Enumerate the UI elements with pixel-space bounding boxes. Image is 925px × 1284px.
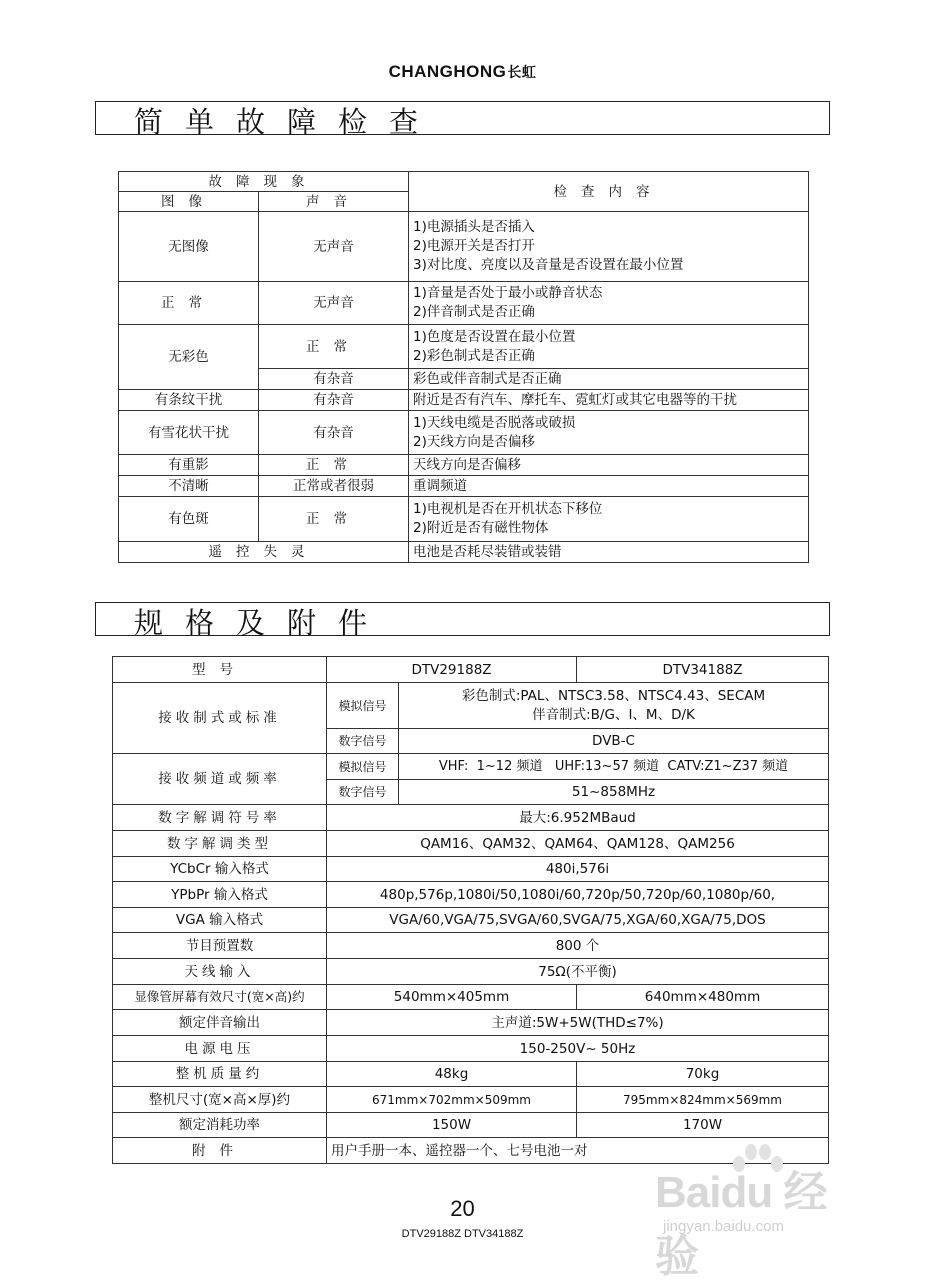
brand-logo bbox=[0, 62, 925, 82]
cell-check bbox=[409, 282, 809, 325]
spec-label: 电源电压 bbox=[113, 1036, 327, 1062]
table-row bbox=[113, 657, 829, 683]
cell-sound: 正常 bbox=[259, 497, 409, 542]
check-line: 1)天线电缆是否脱落或破损 bbox=[413, 414, 576, 431]
spec-value: 800 个 bbox=[327, 933, 829, 959]
model-2: DTV34188Z bbox=[577, 657, 829, 683]
troubleshooting-heading bbox=[95, 101, 830, 139]
cell-sound: 正常或者很弱 bbox=[259, 476, 409, 497]
table-row bbox=[113, 683, 829, 729]
cell-check: 天线方向是否偏移 bbox=[409, 455, 809, 476]
spec-value: QAM16、QAM32、QAM64、QAM128、QAM256 bbox=[327, 831, 829, 857]
cell-check: 电池是否耗尽装错或装错 bbox=[409, 542, 809, 563]
spec-value: 150-250V~ 50Hz bbox=[327, 1036, 829, 1062]
footer-models: DTV29188Z DTV34188Z bbox=[401, 1228, 524, 1240]
spec-value: 75Ω(不平衡) bbox=[327, 959, 829, 985]
spec-label: 额定伴音输出 bbox=[113, 1010, 327, 1036]
spec-label: YPbPr 输入格式 bbox=[113, 882, 327, 908]
cell-check: 附近是否有汽车、摩托车、霓虹灯或其它电器等的干扰 bbox=[409, 390, 809, 411]
spec-value-2: 170W bbox=[577, 1113, 829, 1138]
table-row bbox=[119, 325, 809, 369]
table-header-row bbox=[119, 172, 809, 192]
cell-check: 彩色或伴音制式是否正确 bbox=[409, 369, 809, 390]
check-line: 3)对比度、亮度以及音量是否设置在最小位置 bbox=[413, 257, 684, 273]
spec-value-2: 70kg bbox=[577, 1062, 829, 1087]
table-row bbox=[119, 497, 809, 542]
spec-value-1: 150W bbox=[327, 1113, 577, 1138]
header-image: 图像 bbox=[119, 192, 259, 212]
spec-value-1: 48kg bbox=[327, 1062, 577, 1087]
spec-value: VHF: 1~12 频道 UHF:13~57 频道 CATV:Z1~Z37 频道 bbox=[399, 754, 829, 780]
spec-value-1: 540mm×405mm bbox=[327, 985, 577, 1010]
spec-value: 用户手册一本、遥控器一个、七号电池一对 bbox=[327, 1138, 829, 1164]
spec-value: 480i,576i bbox=[327, 857, 829, 882]
table-row bbox=[113, 933, 829, 959]
troubleshooting-title: 简单故障检查 bbox=[134, 105, 441, 139]
table-row bbox=[119, 542, 809, 563]
table-row bbox=[113, 985, 829, 1010]
cell-image: 正常 bbox=[119, 282, 259, 325]
spec-value-2: 795mm×824mm×569mm bbox=[577, 1087, 829, 1113]
spec-label: 型号 bbox=[113, 657, 327, 683]
table-row bbox=[113, 959, 829, 985]
cell-image: 有重影 bbox=[119, 455, 259, 476]
brand-name: CHANGHONG bbox=[388, 62, 507, 81]
header-check: 检查内容 bbox=[409, 172, 809, 212]
header-symptom: 故障现象 bbox=[119, 172, 409, 192]
spec-label: 整机质量约 bbox=[113, 1062, 327, 1087]
cell-image: 无彩色 bbox=[119, 325, 259, 390]
sub-label: 数字信号 bbox=[327, 780, 399, 805]
table-row bbox=[119, 476, 809, 497]
check-line: 1)电源插头是否插入 bbox=[413, 219, 535, 235]
table-row bbox=[119, 212, 809, 282]
spec-label: 数字解调符号率 bbox=[113, 805, 327, 831]
spec-value: DVB-C bbox=[399, 729, 829, 754]
cell-image: 遥控失灵 bbox=[119, 542, 409, 563]
cell-sound: 有杂音 bbox=[259, 411, 409, 455]
spec-value: VGA/60,VGA/75,SVGA/60,SVGA/75,XGA/60,XGA/75,DOS bbox=[327, 908, 829, 933]
spec-label: 整机尺寸(宽×高×厚)约 bbox=[113, 1087, 327, 1113]
spec-value: 480p,576p,1080i/50,1080i/60,720p/50,720p/60,1080p/60, bbox=[327, 882, 829, 908]
spec-value: 51~858MHz bbox=[399, 780, 829, 805]
spec-label: 显像管屏幕有效尺寸(宽×高)约 bbox=[113, 985, 327, 1010]
table-row bbox=[119, 282, 809, 325]
spec-label: 接收制式或标准 bbox=[113, 683, 327, 754]
table-row bbox=[113, 1036, 829, 1062]
table-row bbox=[113, 882, 829, 908]
spec-value: 主声道:5W+5W(THD≤7%) bbox=[327, 1010, 829, 1036]
spec-value bbox=[399, 683, 829, 729]
table-row bbox=[113, 1010, 829, 1036]
page-number: 20 bbox=[450, 1196, 475, 1221]
cell-check: 重调频道 bbox=[409, 476, 809, 497]
table-row bbox=[119, 390, 809, 411]
value-line: 彩色制式:PAL、NTSC3.58、NTSC4.43、SECAM bbox=[461, 687, 766, 704]
table-row bbox=[113, 1087, 829, 1113]
cell-image: 不清晰 bbox=[119, 476, 259, 497]
cell-check bbox=[409, 497, 809, 542]
troubleshooting-table bbox=[118, 171, 809, 563]
specs-title: 规格及附件 bbox=[134, 606, 390, 640]
specs-heading bbox=[95, 602, 830, 640]
cell-sound: 有杂音 bbox=[259, 390, 409, 411]
table-row bbox=[113, 805, 829, 831]
spec-value-1: 671mm×702mm×509mm bbox=[327, 1087, 577, 1113]
cell-image: 有雪花状干扰 bbox=[119, 411, 259, 455]
watermark-url: jingyan.baidu.com bbox=[663, 1218, 784, 1235]
table-row bbox=[113, 754, 829, 780]
brand-name-cn: 长虹 bbox=[507, 65, 537, 81]
table-row bbox=[113, 1062, 829, 1087]
spec-label: 接收频道或频率 bbox=[113, 754, 327, 805]
table-row bbox=[119, 411, 809, 455]
cell-sound: 正常 bbox=[259, 325, 409, 369]
check-line: 2)电源开关是否打开 bbox=[413, 238, 535, 254]
table-row bbox=[113, 831, 829, 857]
cell-sound: 无声音 bbox=[259, 282, 409, 325]
cell-sound: 有杂音 bbox=[259, 369, 409, 390]
table-row bbox=[113, 1113, 829, 1138]
spec-label: 天线输入 bbox=[113, 959, 327, 985]
spec-label: YCbCr 输入格式 bbox=[113, 857, 327, 882]
check-line: 2)彩色制式是否正确 bbox=[413, 347, 535, 364]
spec-label: 节目预置数 bbox=[113, 933, 327, 959]
spec-label: VGA 输入格式 bbox=[113, 908, 327, 933]
check-line: 1)电视机是否在开机状态下移位 bbox=[413, 501, 603, 517]
table-row bbox=[119, 455, 809, 476]
model-1: DTV29188Z bbox=[327, 657, 577, 683]
watermark-text: Baidu 经验 bbox=[655, 1168, 827, 1281]
value-line: 伴音制式:B/G、I、M、D/K bbox=[532, 706, 695, 723]
header-sound: 声音 bbox=[259, 192, 409, 212]
check-line: 2)天线方向是否偏移 bbox=[413, 433, 535, 450]
cell-image: 有条纹干扰 bbox=[119, 390, 259, 411]
specs-table bbox=[112, 656, 829, 1164]
cell-check bbox=[409, 411, 809, 455]
check-line: 2)附近是否有磁性物体 bbox=[413, 520, 549, 536]
table-row bbox=[113, 908, 829, 933]
spec-label: 附件 bbox=[113, 1138, 327, 1164]
cell-sound: 正常 bbox=[259, 455, 409, 476]
spec-label: 额定消耗功率 bbox=[113, 1113, 327, 1138]
check-line: 1)色度是否设置在最小位置 bbox=[413, 328, 576, 345]
sub-label: 数字信号 bbox=[327, 729, 399, 754]
check-line: 2)伴音制式是否正确 bbox=[413, 304, 535, 320]
spec-value-2: 640mm×480mm bbox=[577, 985, 829, 1010]
spec-value: 最大:6.952MBaud bbox=[327, 805, 829, 831]
cell-image: 无图像 bbox=[119, 212, 259, 282]
cell-image: 有色斑 bbox=[119, 497, 259, 542]
spec-label: 数字解调类型 bbox=[113, 831, 327, 857]
cell-check bbox=[409, 325, 809, 369]
table-row bbox=[113, 857, 829, 882]
cell-sound: 无声音 bbox=[259, 212, 409, 282]
sub-label: 模拟信号 bbox=[327, 754, 399, 780]
cell-check bbox=[409, 212, 809, 282]
sub-label: 模拟信号 bbox=[327, 683, 399, 729]
check-line: 1)音量是否处于最小或静音状态 bbox=[413, 285, 603, 301]
